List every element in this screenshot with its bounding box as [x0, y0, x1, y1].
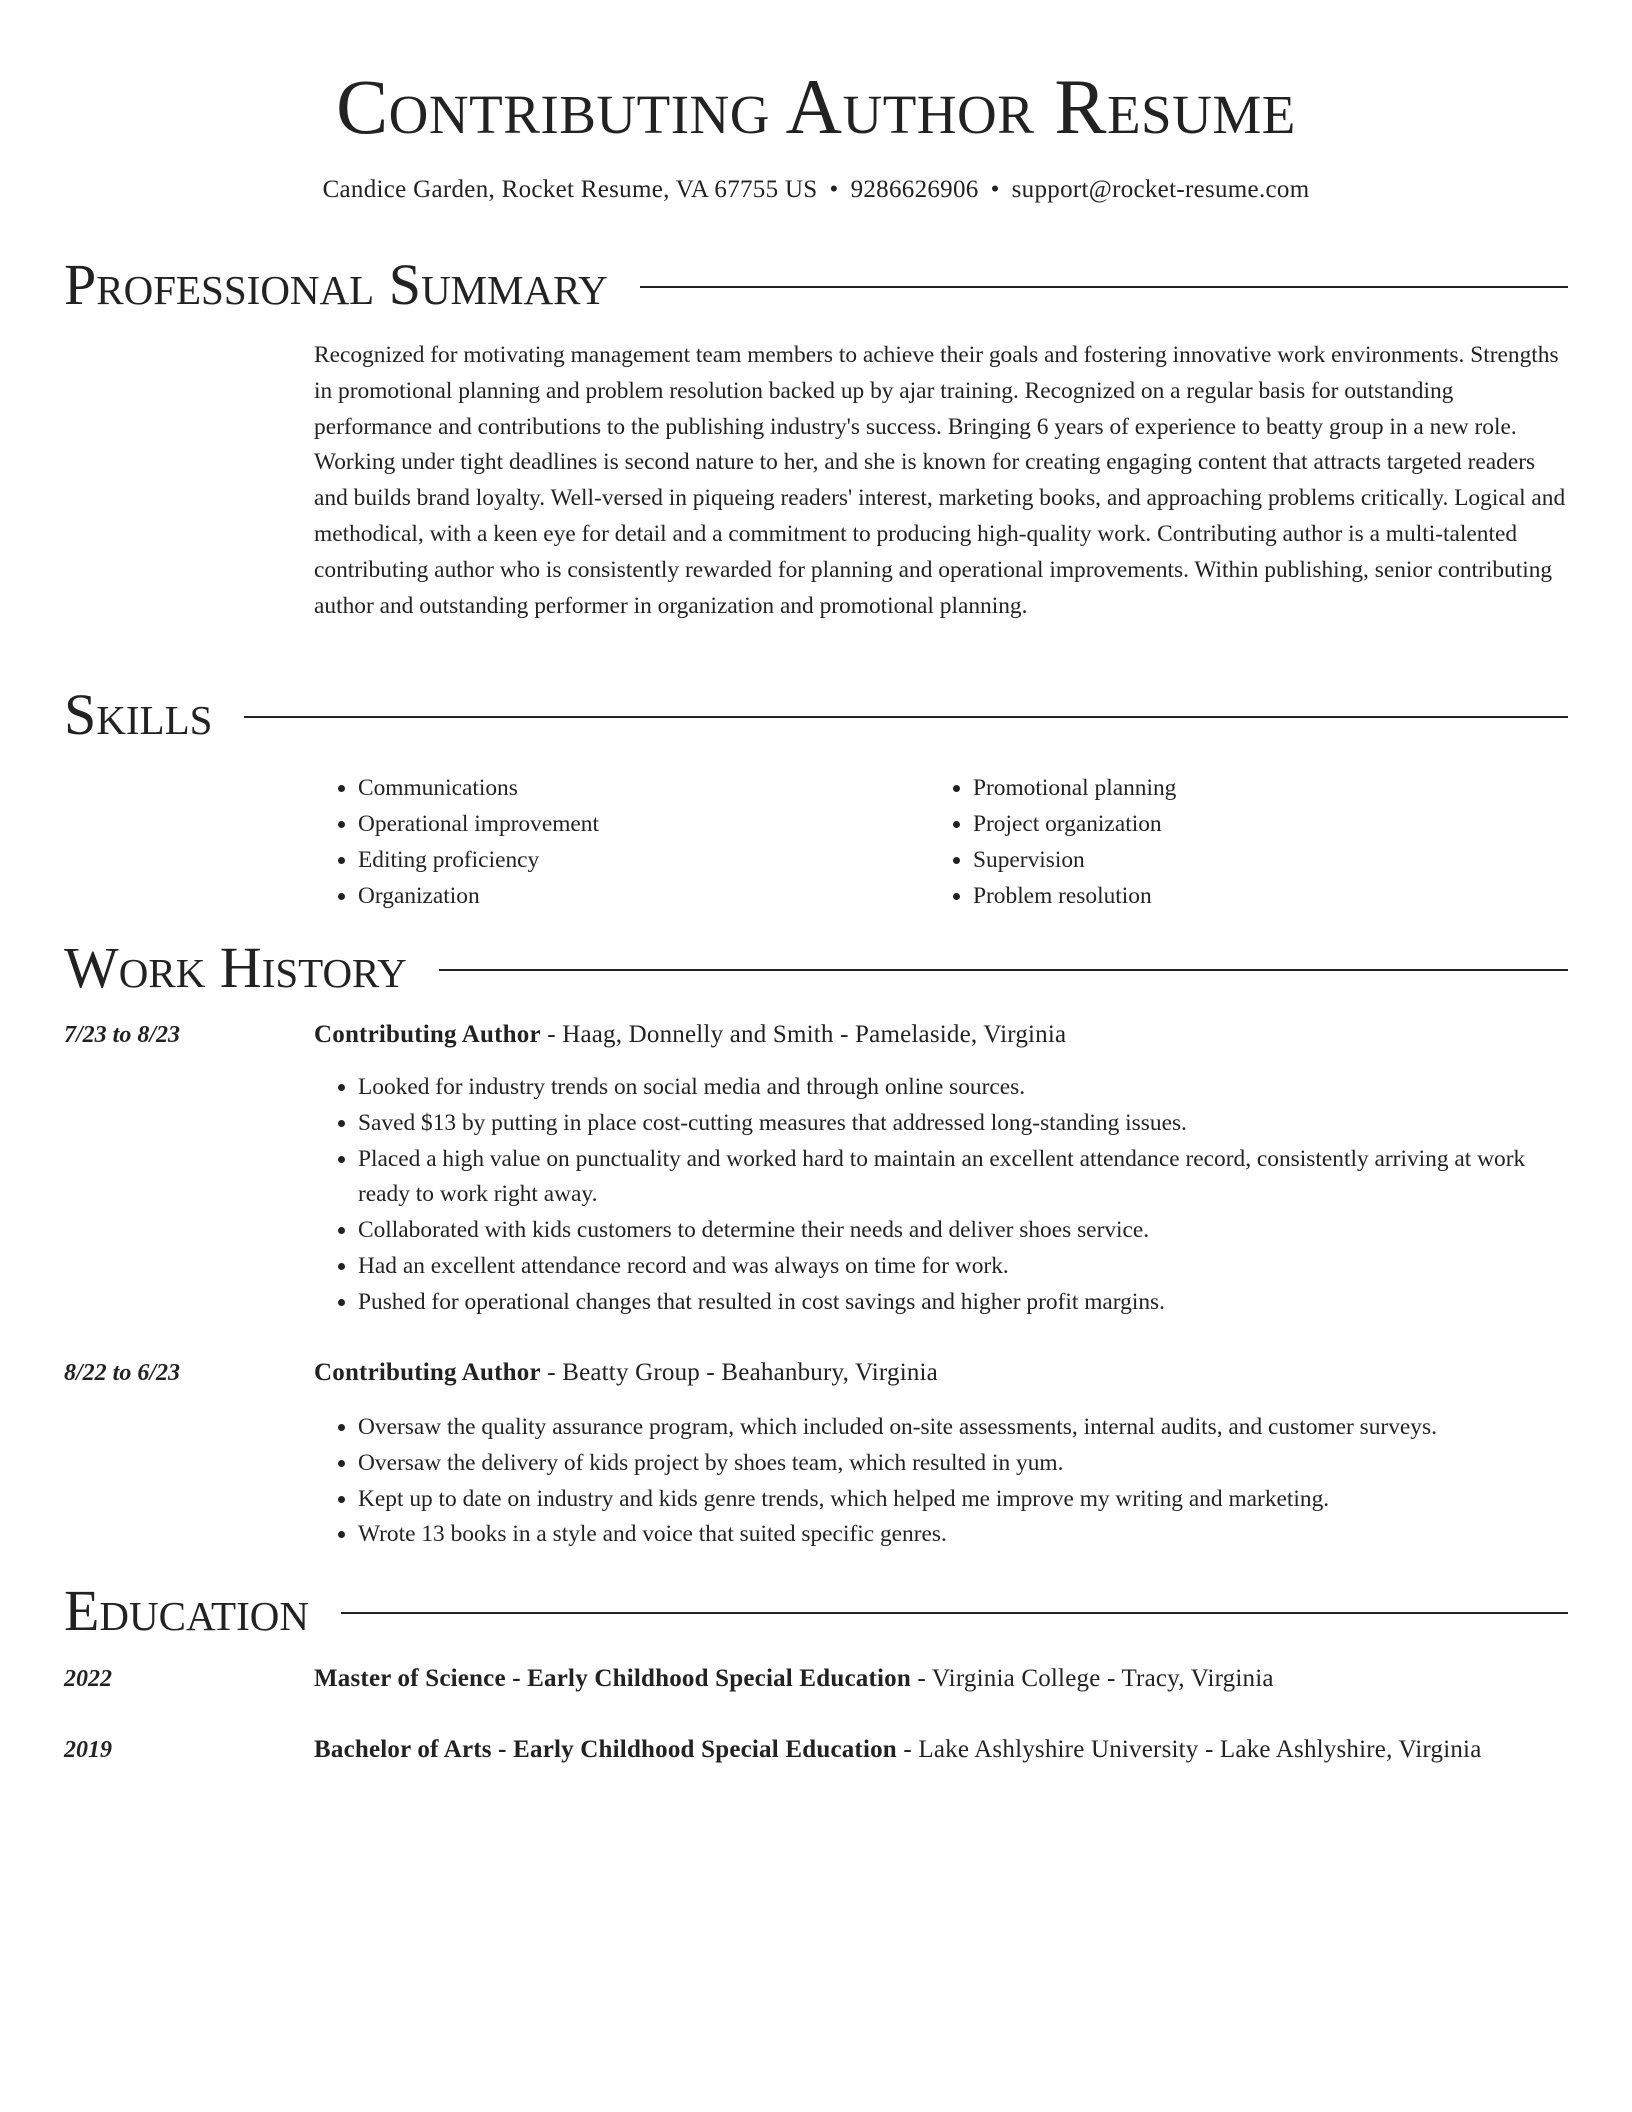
summary-section-heading [64, 252, 1568, 318]
skills-list [314, 770, 1568, 914]
job-details: - Beatty Group - Beahanbury, Virginia [540, 1359, 938, 1386]
job-bullet: • Wrote 13 books in a style and voice that suited specific genres. [358, 1517, 1568, 1553]
skills-column-left [314, 770, 929, 914]
contact-email: support@rocket-resume.com [1011, 176, 1310, 203]
skill-item: • Organization [358, 878, 929, 914]
job-bullet: • Oversaw the delivery of kids project by shoes team, which resulted in yum. [358, 1446, 1568, 1482]
skills-title: Skills [64, 682, 213, 747]
skills-section-heading [64, 682, 1568, 748]
education-year: 2022 [64, 1666, 112, 1692]
contact-line [64, 173, 1568, 207]
summary-text: Recognized for motivating management team members to achieve their goals and fostering innovative work environments. Strengths in promotional planning and problem resolution backed up by ajar training. Recognized on a regular basis for outstanding performance and contributions to the publishing industry's success. Bringing 6 years of experience to beatty group in a new role. Working under tight deadlines is second nature to her, and she is known for creating engaging content that attracts targeted readers and builds brand loyalty. Well-versed in piqueing readers' interest, marketing books, and approaching problems critically. Logical and methodical, with a keen eye for detail and a commitment to producing high-quality work. Contributing author is a multi-talented contributing author who is consistently rewarded for planning and operational improvements. Within publishing, senior contributing author and outstanding performer in organization and promotional planning. [314, 342, 1566, 619]
work-section-heading [64, 935, 1568, 1001]
section-divider [341, 1612, 1568, 1614]
skill-item: • Promotional planning [973, 770, 1544, 806]
skill-item: • Communications [358, 770, 929, 806]
job-details: - Haag, Donnelly and Smith - Pamelaside, Virginia [540, 1021, 1067, 1048]
skill-item: • Supervision [973, 842, 1544, 878]
job-bullet: • Kept up to date on industry and kids genre trends, which helped me improve my writing and marketing. [358, 1482, 1568, 1518]
education-year: 2019 [64, 1737, 112, 1763]
skill-item: • Project organization [973, 806, 1544, 842]
contact-separator: • [829, 176, 839, 203]
skill-item: • Operational improvement [358, 806, 929, 842]
contact-phone: 9286626906 [850, 176, 979, 203]
education-details: - Virginia College - Tracy, Virginia [910, 1665, 1274, 1692]
education-degree: Master of Science - Early Childhood Special Education [314, 1665, 911, 1692]
job-dates: 7/23 to 8/23 [64, 1022, 181, 1048]
skill-item: • Problem resolution [973, 878, 1544, 914]
contact-separator: • [990, 176, 1000, 203]
work-title: Work History [64, 935, 407, 1000]
job-title: Contributing Author [314, 1359, 541, 1386]
job-bullets [314, 1410, 1568, 1553]
job-bullet: • Had an excellent attendance record and was always on time for work. [358, 1249, 1568, 1285]
job-bullet: • Placed a high value on punctuality and worked hard to maintain an excellent attendance record, consistently arriving at work ready to work right away. [358, 1142, 1568, 1214]
skill-item: • Editing proficiency [358, 842, 929, 878]
summary-title: Professional Summary [64, 252, 608, 317]
job-heading [314, 1018, 1568, 1052]
resume-title: Contributing Author Resume [336, 63, 1296, 150]
education-degree: Bachelor of Arts - Early Childhood Special Education [314, 1736, 897, 1763]
education-section-heading [64, 1578, 1568, 1644]
education-title: Education [64, 1578, 309, 1643]
job-dates: 8/22 to 6/23 [64, 1360, 181, 1386]
section-divider [439, 969, 1568, 971]
job-bullet: • Oversaw the quality assurance program, which included on-site assessments, internal audits, and customer surveys. [358, 1410, 1568, 1446]
job-bullets [314, 1070, 1568, 1321]
job-heading [314, 1356, 1568, 1390]
contact-address: Candice Garden, Rocket Resume, VA 67755 US [322, 176, 818, 203]
education-details: - Lake Ashlyshire University - Lake Ashlyshire, Virginia [896, 1736, 1482, 1763]
skills-column-right [929, 770, 1544, 914]
job-title: Contributing Author [314, 1021, 541, 1048]
section-divider [244, 716, 1568, 718]
job-bullet: • Looked for industry trends on social media and through online sources. [358, 1070, 1568, 1106]
section-divider [640, 286, 1568, 288]
education-heading [314, 1662, 1568, 1696]
education-heading [314, 1733, 1568, 1767]
job-bullet: • Saved $13 by putting in place cost-cutting measures that addressed long-standing issues. [358, 1106, 1568, 1142]
job-bullet: • Collaborated with kids customers to determine their needs and deliver shoes service. [358, 1213, 1568, 1249]
job-bullet: • Pushed for operational changes that resulted in cost savings and higher profit margins. [358, 1285, 1568, 1321]
